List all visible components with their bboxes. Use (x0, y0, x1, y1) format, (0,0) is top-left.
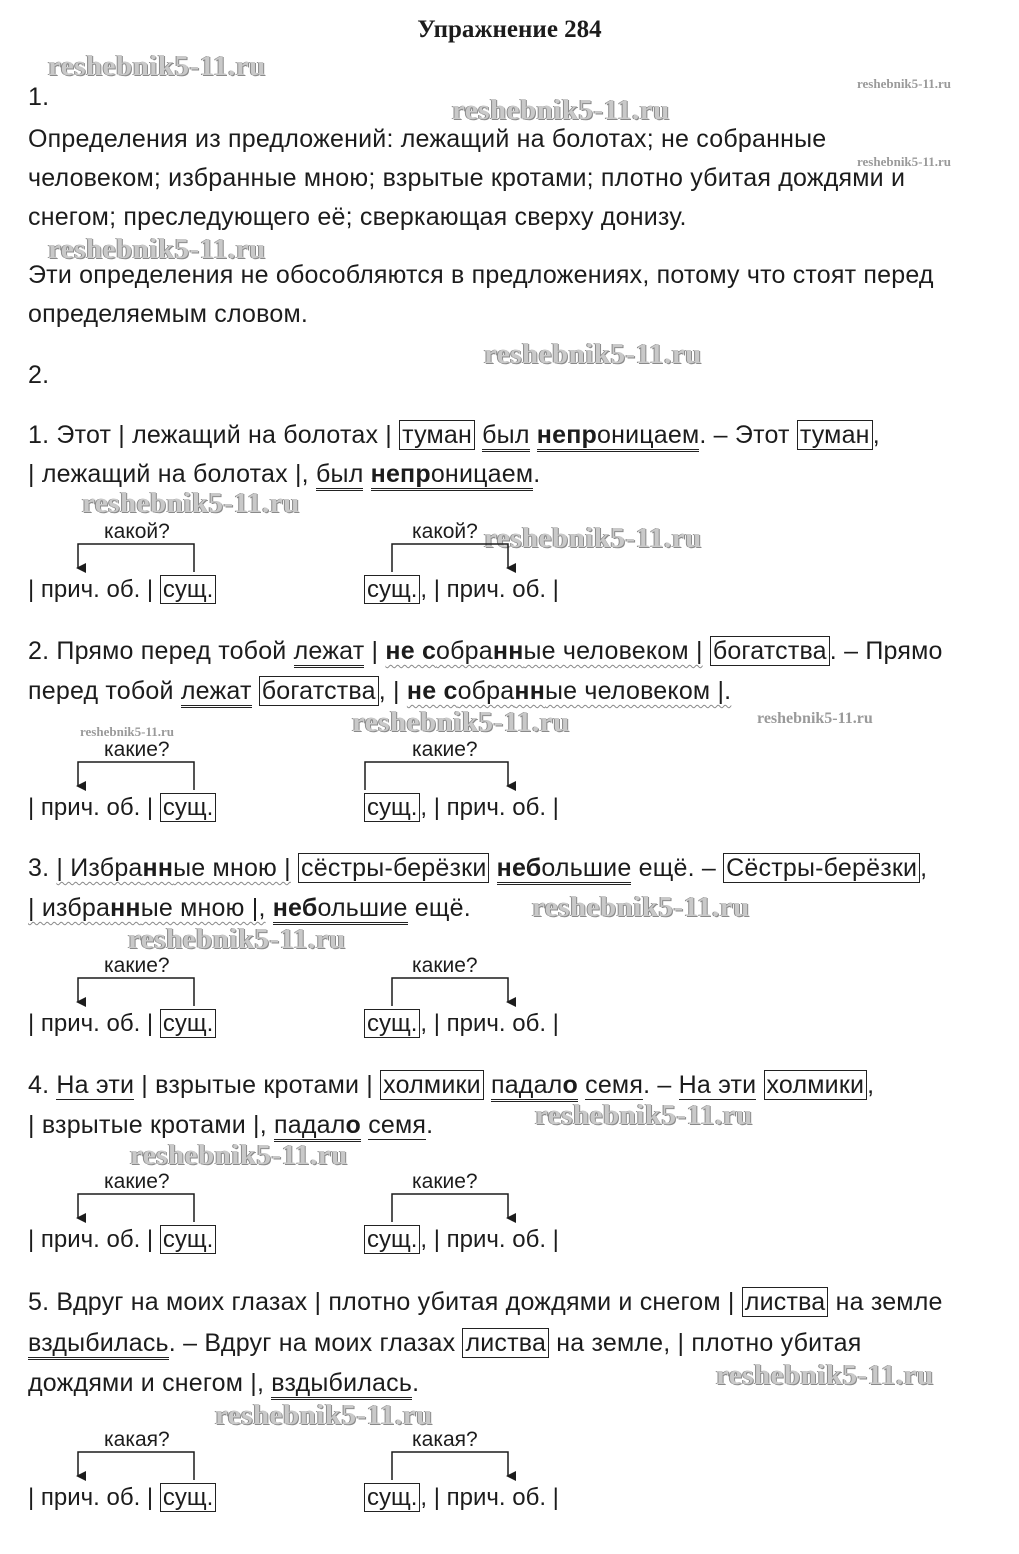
subject-box: листва (742, 1287, 829, 1317)
definitions-line: Определения из предложений: лежащий на болотах; не собранные (28, 125, 827, 153)
question-label: какие? (412, 738, 478, 761)
subject-box: холмики (380, 1070, 484, 1100)
sentence-5-line-1: 5. Вдруг на моих глазах | плотно убитая дождями и снегом | листва на земле (28, 1288, 943, 1316)
watermark: reshebnik5-11.ru (716, 1359, 934, 1391)
watermark: reshebnik5-11.ru (532, 891, 750, 923)
question-label: какой? (104, 520, 170, 543)
sentence-3-line-1: 3. | Избранные мною | сёстры-берёзки небольшие ещё. – Сёстры-берёзки , (28, 853, 927, 883)
scheme-left: | прич. об. | сущ. (28, 794, 216, 822)
scheme-left: | прич. об. | сущ. (28, 1484, 216, 1512)
sentence-2-line-1: 2. Прямо перед тобой лежат | не собранные человеком | богатства . – Прямо (28, 636, 943, 666)
scheme-right: сущ. , | прич. об. | (364, 1010, 559, 1038)
part2-number: 2. (28, 361, 50, 389)
watermark: reshebnik5-11.ru (535, 1099, 753, 1131)
watermark-small: reshebnik5-11.ru (857, 154, 952, 169)
question-label: какая? (412, 1428, 478, 1451)
question-label: какая? (104, 1428, 170, 1451)
watermark: reshebnik5-11.ru (215, 1399, 433, 1431)
definitions-line: снегом; преследующего её; сверкающая сверху донизу. (28, 203, 687, 231)
watermark-small: reshebnik5-11.ru (857, 76, 952, 91)
subject-box: холмики (764, 1070, 868, 1100)
subject-box: туман (399, 420, 475, 450)
question-label: какие? (104, 1170, 170, 1193)
watermark: reshebnik5-11.ru (48, 50, 266, 82)
explanation-line: Эти определения не обособляются в предложениях, потому что стоят перед (28, 261, 934, 289)
question-label: какой? (412, 520, 478, 543)
scheme-left: | прич. об. | сущ. (28, 1010, 216, 1038)
watermark: reshebnik5-11.ru (352, 706, 570, 738)
scheme-left: | прич. об. | сущ. (28, 1226, 216, 1254)
subject-box: туман (797, 420, 873, 450)
page-title: Упражнение 284 (417, 16, 602, 43)
scheme-right: сущ. , | прич. об. | (364, 576, 559, 604)
question-label: какие? (412, 1170, 478, 1193)
watermark: reshebnik5-11.ru (452, 94, 670, 126)
watermark: reshebnik5-11.ru (484, 522, 702, 554)
sentence-3-line-2: | избранные мною |, небольшие ещё. (28, 893, 471, 923)
question-label: какие? (412, 954, 478, 977)
sentence-2-line-2: перед тобой лежат богатства , | не собранные человеком |. (28, 676, 731, 706)
part1-number: 1. (28, 83, 50, 111)
scheme-right: сущ. , | прич. об. | (364, 1484, 559, 1512)
sentence-1-line-2: | лежащий на болотах |, был непроницаем. (28, 459, 540, 489)
question-label: какие? (104, 954, 170, 977)
watermark-small: reshebnik5-11.ru (757, 710, 873, 727)
subject-box: Сёстры-берёзки (723, 853, 920, 883)
sentence-5-line-2: вздыбилась. – Вдруг на моих глазах листва на земле, | плотно убитая (28, 1328, 862, 1358)
sentence-5-line-3: дождями и снегом |, вздыбилась. (28, 1368, 419, 1398)
scheme-left: | прич. об. | сущ. (28, 576, 216, 604)
subject-box: богатства (710, 636, 830, 666)
watermark: reshebnik5-11.ru (484, 338, 702, 370)
subject-box: сёстры-берёзки (298, 853, 489, 883)
explanation-line: определяемым словом. (28, 300, 308, 328)
watermark: reshebnik5-11.ru (128, 923, 346, 955)
subject-box: богатства (259, 676, 379, 706)
scheme-right: сущ. , | прич. об. | (364, 794, 559, 822)
watermark: reshebnik5-11.ru (130, 1139, 348, 1171)
question-label: какие? (104, 738, 170, 761)
sentence-4-line-2: | взрытые кротами |, падало семя. (28, 1110, 433, 1140)
watermark: reshebnik5-11.ru (48, 233, 266, 265)
subject-box: листва (462, 1328, 549, 1358)
watermark-small: reshebnik5-11.ru (80, 724, 175, 739)
watermark: reshebnik5-11.ru (82, 487, 300, 519)
sentence-1-line-1: 1. Этот | лежащий на болотах | туман был непроницаем. – Этот туман , (28, 420, 880, 450)
definitions-line: человеком; избранные мною; взрытые кротами; плотно убитая дождями и (28, 164, 906, 192)
scheme-right: сущ. , | прич. об. | (364, 1226, 559, 1254)
sentence-4-line-1: 4. На эти | взрытые кротами | холмики падало семя. – На эти холмики , (28, 1070, 874, 1100)
